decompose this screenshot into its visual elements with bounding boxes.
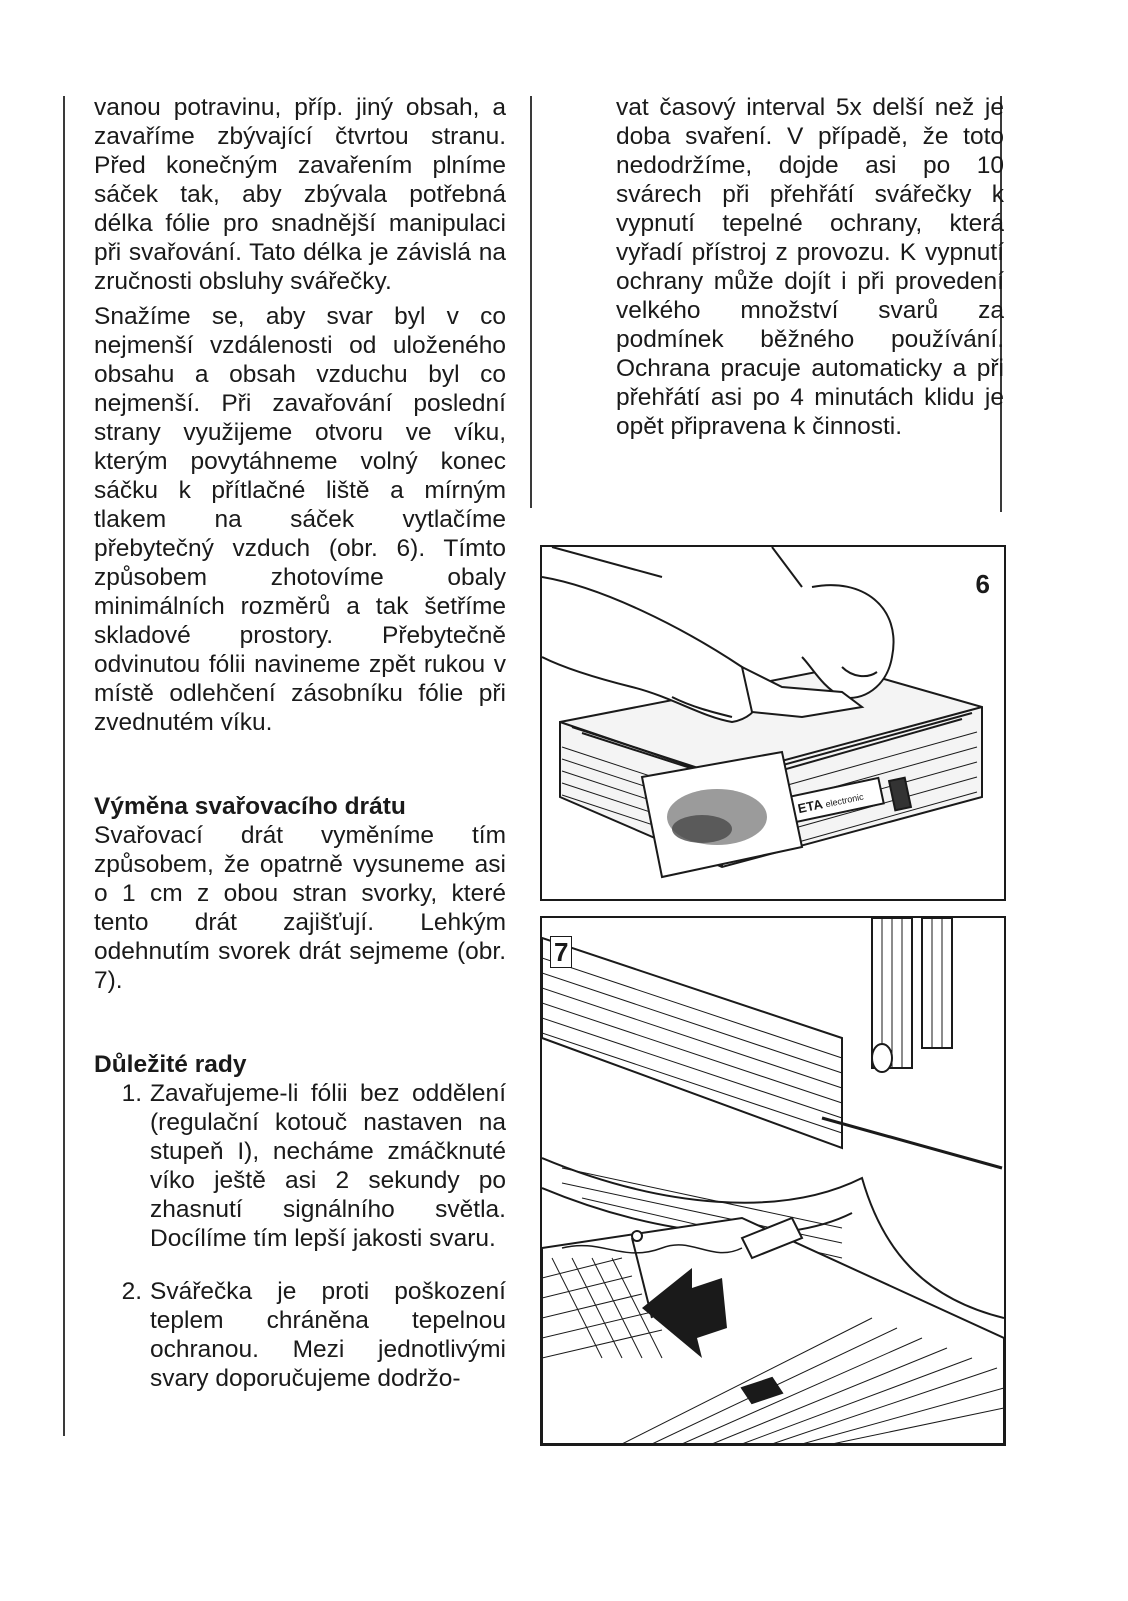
list-number: 1. <box>121 1080 142 1107</box>
sealer-illustration <box>542 547 1004 899</box>
figure-7 <box>540 916 1006 1446</box>
list-text: Zavařujeme-li fólii bez oddělení (regulační kotouč nastaven na stupeň I), necháme zmáčknuté víko ještě asi 2 sekundy po zhasnutí signálního světla. Docílíme tím lepší jakosti svaru. <box>150 1080 506 1252</box>
figure-6 <box>540 545 1006 901</box>
list-text: Svářečka je proti poškození teplem chráněna tepelnou ochranou. Mezi jednotlivými svary doporučujeme dodržo- <box>150 1278 506 1392</box>
device-brand-text: ETA <box>796 796 825 817</box>
list-item <box>94 1079 506 1253</box>
paragraph: Svařovací drát vyměníme tím způsobem, že opatrně vysuneme asi o 1 cm z obou stran svorky, které tento drát zajišťují. Lehkým odehnutím svorek drát sejmeme (obr. 7). <box>94 822 506 994</box>
figure-number: 7 <box>550 936 572 968</box>
section-heading: Důležité rady <box>94 1051 247 1078</box>
right-column <box>616 93 1004 441</box>
list-number: 2. <box>121 1278 142 1305</box>
device-subbrand-text: electronic <box>824 791 865 810</box>
section-heading: Výměna svařovacího drátu <box>94 793 406 820</box>
left-margin-rule <box>63 96 65 1436</box>
paragraph: vanou potravinu, příp. jiný obsah, a zavaříme zbývající čtvrtou stranu. Před konečným zavařením plníme sáček tak, aby zbývala potřebná délka fólie pro snadnější manipulaci při svařování. Tato délka je závislá na zručnosti obsluhy svářečky. <box>94 94 506 295</box>
paragraph: vat časový interval 5x delší než je doba svaření. V případě, že toto nedodržíme, dojde asi po 10 svárech při přehřátí svářečky k vypnutí tepelné ochrany, která vyřadí přístroj z provozu. K vypnutí ochrany může dojít i při provedení velkého množství svarů za podmínek běžného používání. Ochrana pracuje automaticky a při přehřátí asi po 4 minutách klidu je opět připravena k činnosti. <box>616 94 1004 440</box>
paragraph: Snažíme se, aby svar byl v co nejmenší vzdálenosti od uloženého obsahu a obsah vzduchu byl co nejmenší. Při zavařování poslední strany využijeme otvoru ve víku, kterým povytáhneme volný konec sáčku k přítlačné liště a mírným tlakem na sáček vytlačíme přebytečný vzduch (obr. 6). Tímto způsobem zhotovíme obaly minimálních rozměrů a tak šetříme skladové prostory. Přebytečně odvinutou fólii navineme zpět rukou v místě odlehčení zásobníku fólie při zvednutém víku. <box>94 303 506 736</box>
wire-replacement-illustration <box>542 918 1004 1444</box>
list-item <box>94 1277 506 1393</box>
figure-number: 6 <box>975 569 990 599</box>
left-column <box>94 93 506 1393</box>
column-divider-rule <box>530 96 532 508</box>
